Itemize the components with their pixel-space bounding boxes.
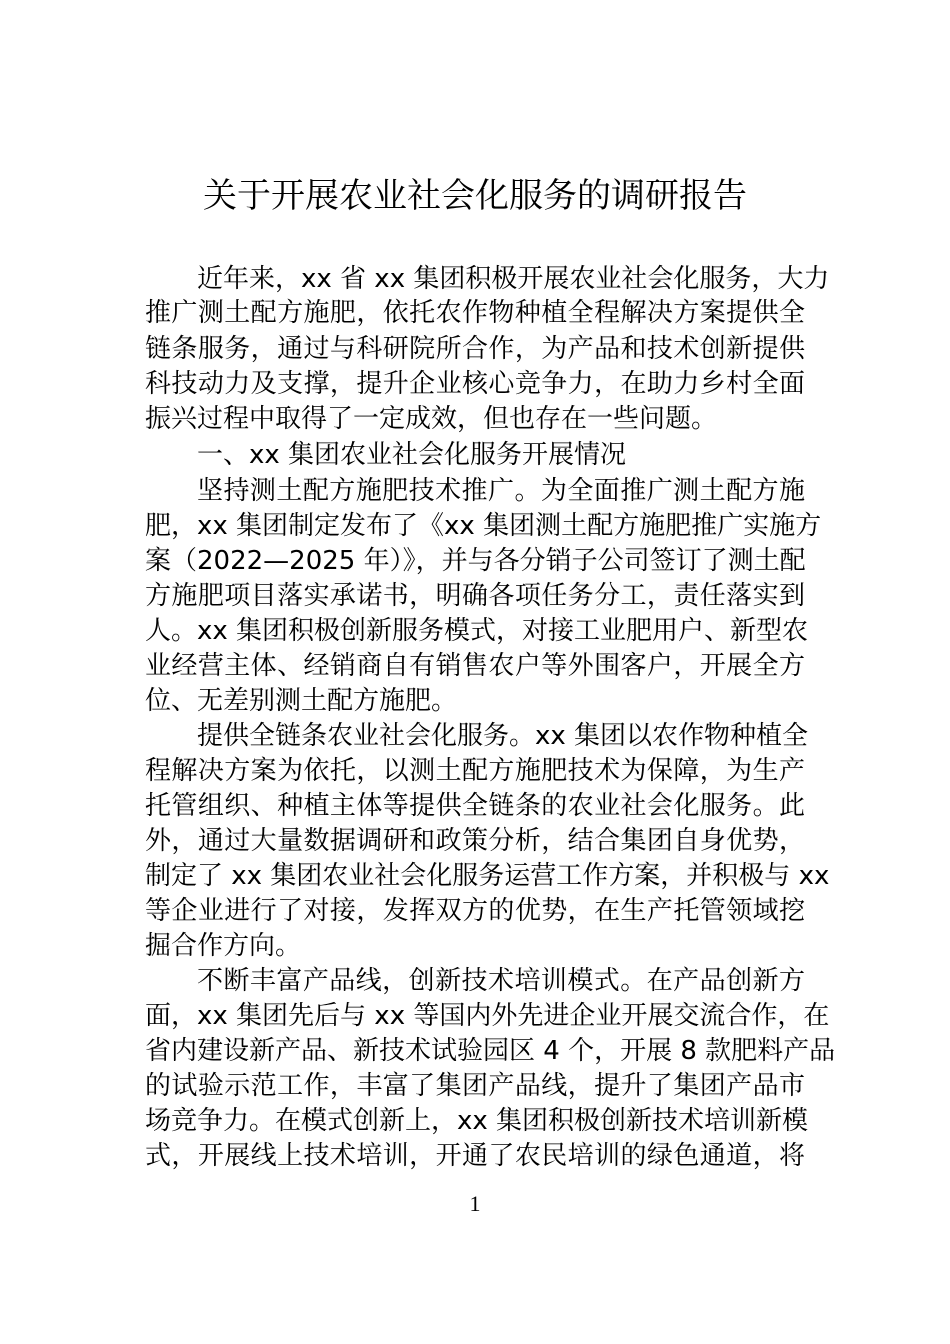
body-text-line: 人。xx 集团积极创新服务模式，对接工业肥用户、新型农 — [145, 616, 809, 646]
body-text-line: 方施肥项目落实承诺书，明确各项任务分工，责任落实到 — [145, 581, 805, 611]
body-text-line: 位、无差别测土配方施肥。 — [145, 686, 458, 716]
body-text-line: 托管组织、种植主体等提供全链条的农业社会化服务。此 — [145, 791, 805, 821]
body-text-line: 案（2022—2025 年）》，并与各分销子公司签订了测土配 — [145, 546, 806, 576]
page-number: 1 — [469, 1191, 481, 1216]
body-text-line: 近年来，xx 省 xx 集团积极开展农业社会化服务，大力 — [197, 264, 830, 294]
body-text-line: 程解决方案为依托，以测土配方施肥技术为保障，为生产 — [145, 756, 805, 786]
body-text-line: 掘合作方向。 — [145, 931, 302, 961]
body-text-line: 不断丰富产品线，创新技术培训模式。在产品创新方 — [197, 966, 805, 996]
body-text-line: 面，xx 集团先后与 xx 等国内外先进企业开展交流合作，在 — [145, 1001, 830, 1031]
body-text-line: 科技动力及支撑，提升企业核心竞争力，在助力乡村全面 — [145, 369, 805, 399]
body-text-line: 链条服务，通过与科研院所合作，为产品和技术创新提供 — [145, 334, 805, 364]
body-text-line: 推广测土配方施肥，依托农作物种植全程解决方案提供全 — [145, 298, 805, 328]
body-text-line: 肥，xx 集团制定发布了《xx 集团测土配方施肥推广实施方 — [145, 511, 822, 541]
body-text-line: 式，开展线上技术培训，开通了农民培训的绿色通道，将 — [145, 1141, 805, 1171]
body-text-line: 的试验示范工作，丰富了集团产品线，提升了集团产品市 — [145, 1071, 805, 1101]
body-text-line: 等企业进行了对接，发挥双方的优势，在生产托管领域挖 — [145, 896, 805, 926]
body-text-line: 场竞争力。在模式创新上，xx 集团积极创新技术培训新模 — [145, 1106, 809, 1136]
body-text-line: 提供全链条农业社会化服务。xx 集团以农作物种植全 — [197, 721, 809, 751]
body-text-line: 振兴过程中取得了一定成效，但也存在一些问题。 — [145, 404, 718, 434]
document-title: 关于开展农业社会化服务的调研报告 — [203, 176, 747, 216]
body-text-line: 省内建设新产品、新技术试验园区 4 个，开展 8 款肥料产品 — [145, 1036, 836, 1066]
body-text-line: 制定了 xx 集团农业社会化服务运营工作方案，并积极与 xx — [145, 861, 830, 891]
body-text-line: 业经营主体、经销商自有销售农户等外围客户，开展全方 — [145, 651, 805, 681]
section-heading: 一、xx 集团农业社会化服务开展情况 — [197, 440, 627, 470]
body-text-line: 坚持测土配方施肥技术推广。为全面推广测土配方施 — [197, 476, 805, 506]
body-text-line: 外，通过大量数据调研和政策分析，结合集团自身优势， — [145, 826, 805, 856]
